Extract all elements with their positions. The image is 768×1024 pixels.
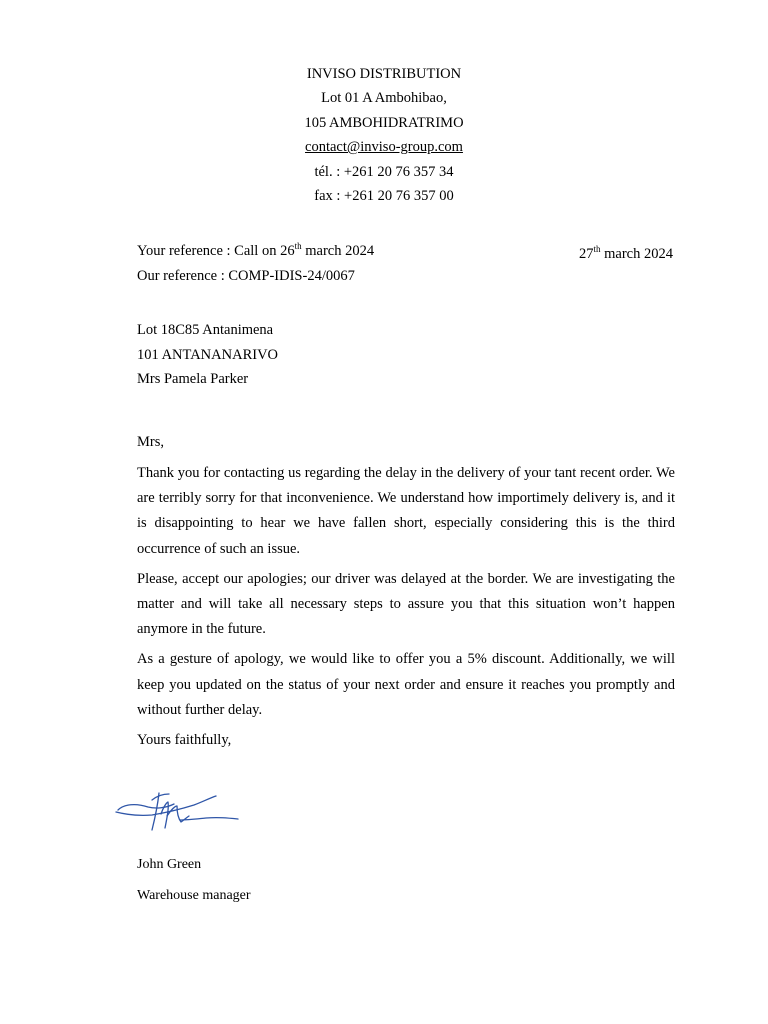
sender-address-line1: Lot 01 A Ambohibao,	[321, 90, 447, 107]
letter-body	[137, 461, 675, 728]
body-paragraph: As a gesture of apology, we would like to offer you a 5% discount. Additionally, we will keep you updated on the status of your next order and ensure it reaches you promptly and without further delay.	[137, 651, 675, 718]
recipient-name: Mrs Pamela Parker	[137, 371, 249, 388]
sender-phone: tél. : +261 20 76 357 34	[314, 163, 454, 180]
recipient-address-line2: 101 ANTANANARIVO	[137, 346, 279, 363]
sender-email-link[interactable]: contact@inviso-group.com	[305, 139, 463, 156]
sender-company: INVISO DISTRIBUTION	[306, 66, 462, 82]
body-paragraph: Thank you for contacting us regarding the delay in the delivery of your tant recent order. We are terribly sorry for that inconvenience. We understand how importimely delivery is, and it is disappointing to hear we have fallen short, especially considering this is the third occurrence of such an issue.	[137, 465, 675, 557]
handwritten-signature	[114, 786, 242, 838]
body-paragraph: Please, accept our apologies; our driver was delayed at the border. We are investigating the matter and will take all necessary steps to assure you that this situation won’t happen anymore in the future.	[137, 570, 675, 638]
references-block	[137, 239, 374, 288]
recipient-address-line1: Lot 18C85 Antanimena	[137, 322, 274, 338]
signatory-name: John Green	[137, 857, 202, 872]
sender-fax: fax : +261 20 76 357 00	[314, 188, 454, 205]
our-reference: Our reference : COMP-IDIS-24/0067	[137, 267, 355, 284]
closing: Yours faithfully,	[137, 732, 232, 748]
recipient-block	[137, 318, 278, 392]
sender-block	[0, 62, 768, 208]
signatory-title: Warehouse manager	[137, 888, 251, 903]
your-reference: Your reference : Call on 26th march 2024	[137, 241, 375, 259]
salutation: Mrs,	[137, 434, 164, 450]
letter-date: 27th march 2024	[579, 244, 673, 262]
sender-address-line2: 105 AMBOHIDRATRIMO	[304, 114, 464, 131]
